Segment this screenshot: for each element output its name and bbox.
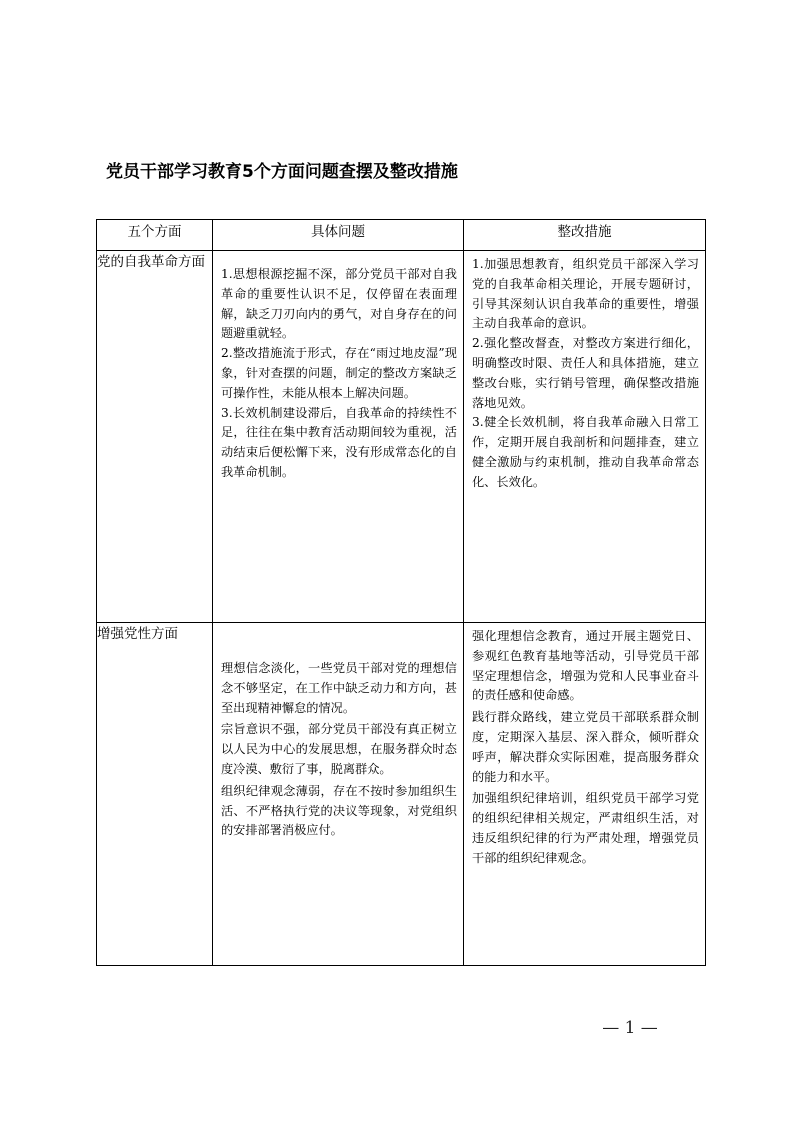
problem-item: 3.长效机制建设滞后，自我革命的持续性不足，往往在集中教育活动期间较为重视，活动结束后便松懈下来，没有形成常态化的自我革命机制。 — [221, 405, 457, 479]
problem-item: 2.整改措施流于形式，存在“雨过地皮湿”现象，针对查摆的问题，制定的整改方案缺乏可操作性，未能从根本上解决问题。 — [221, 346, 457, 400]
measure-item: 践行群众路线，建立党员干部联系群众制度，定期深入基层、深入群众，倾听群众呼声，解决群众实际困难，提高服务群众的能力和水平。 — [472, 710, 699, 784]
measure-item: 3.健全长效机制，将自我革命融入日常工作，定期开展自我剖析和问题排查，建立健全激励与约束机制，推动自我革命常态化、长效化。 — [472, 415, 699, 489]
problem-item: 理想信念淡化，一些党员干部对党的理想信念不够坚定，在工作中缺乏动力和方向，甚至出现精神懈怠的情况。 — [221, 661, 457, 715]
measure-item: 1.加强思想教育，组织党员干部深入学习党的自我革命相关理论，开展专题研讨，引导其深刻认识自我革命的重要性，增强主动自我革命的意识。 — [472, 257, 699, 331]
issues-table — [96, 219, 706, 966]
header-measures: 整改措施 — [464, 220, 706, 251]
problem-item: 宗旨意识不强，部分党员干部没有真正树立以人民为中心的发展思想，在服务群众时态度冷漠、敷衍了事，脱离群众。 — [221, 722, 457, 776]
page-number: — 1 — — [602, 1018, 658, 1038]
table-row — [97, 623, 706, 966]
measure-item: 加强组织纪律培训，组织党员干部学习党的组织纪律相关规定，严肃组织生活，对违反组织纪律的行为严肃处理，增强党员干部的组织纪律观念。 — [472, 791, 699, 865]
measure-item: 2.强化整改督查，对整改方案进行细化，明确整改时限、责任人和具体措施，建立整改台账，实行销号管理，确保整改措施落地见效。 — [472, 336, 699, 410]
header-aspect: 五个方面 — [97, 220, 213, 251]
aspect-cell: 增强党性方面 — [97, 623, 213, 966]
problems-cell — [213, 251, 464, 623]
problem-item: 1.思想根源挖掘不深，部分党员干部对自我革命的重要性认识不足，仅停留在表面理解，缺乏刀刃向内的勇气，对自身存在的问题避重就轻。 — [221, 267, 457, 341]
measure-item: 强化理想信念教育，通过开展主题党日、参观红色教育基地等活动，引导党员干部坚定理想信念，增强为党和人民事业奋斗的责任感和使命感。 — [472, 629, 699, 703]
aspect-cell: 党的自我革命方面 — [97, 251, 213, 623]
header-problems: 具体问题 — [213, 220, 464, 251]
measures-cell — [464, 251, 706, 623]
problems-cell — [213, 623, 464, 966]
problem-item: 组织纪律观念薄弱，存在不按时参加组织生活、不严格执行党的决议等现象，对党组织的安排部署消极应付。 — [221, 783, 457, 838]
table-header-row — [97, 220, 706, 251]
measures-cell — [464, 623, 706, 966]
table-row — [97, 251, 706, 623]
document-title: 党员干部学习教育5个方面问题查摆及整改措施 — [106, 162, 458, 182]
